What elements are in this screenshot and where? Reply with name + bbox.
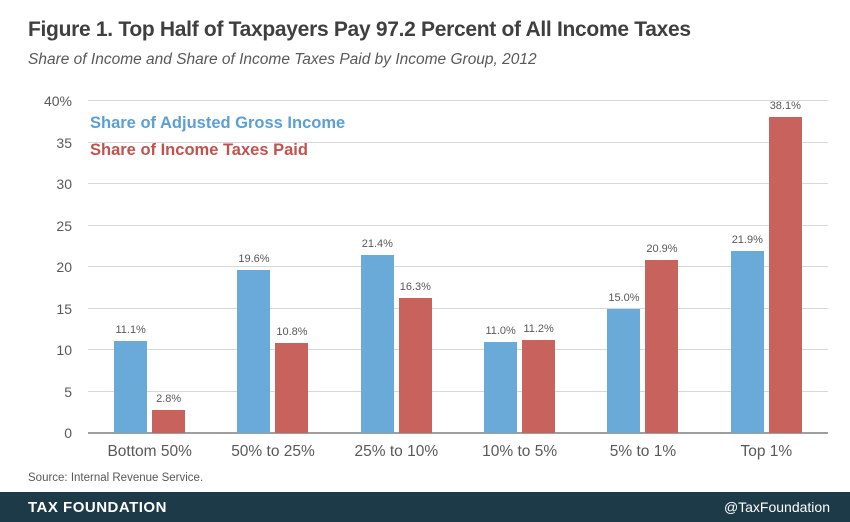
bar-value-label: 38.1% bbox=[769, 99, 801, 112]
bar-group bbox=[458, 101, 581, 433]
income-bar bbox=[237, 270, 270, 433]
x-axis-labels bbox=[88, 443, 828, 461]
x-category-label: Bottom 50% bbox=[107, 443, 192, 460]
x-category-label: 50% to 25% bbox=[231, 443, 315, 460]
source-note: Source: Internal Revenue Service. bbox=[28, 472, 204, 484]
taxes-bar bbox=[152, 410, 185, 433]
bar-group bbox=[581, 101, 704, 433]
income-bar-column bbox=[361, 238, 394, 433]
income-bar bbox=[484, 342, 517, 433]
income-bar-column bbox=[731, 234, 764, 433]
x-category-label: 5% to 1% bbox=[609, 443, 677, 460]
taxes-bar-column bbox=[769, 100, 802, 433]
bar-value-label: 11.1% bbox=[115, 323, 146, 336]
bar-value-label: 19.6% bbox=[238, 253, 270, 266]
income-bar-column bbox=[114, 324, 147, 433]
y-axis-tick-labels bbox=[0, 0, 72, 470]
bar-value-label: 10.8% bbox=[276, 326, 308, 339]
brand-wordmark: TAX FOUNDATION bbox=[28, 498, 167, 516]
income-bar bbox=[731, 251, 764, 433]
figure-subtitle: Share of Income and Share of Income Taxes Paid by Income Group, 2012 bbox=[28, 51, 537, 68]
taxes-bar bbox=[275, 343, 308, 433]
taxes-bar-column bbox=[522, 323, 555, 433]
legend-taxes-label: Share of Income Taxes Paid bbox=[90, 141, 308, 159]
taxes-bar bbox=[399, 298, 432, 433]
bar-value-label: 16.3% bbox=[399, 280, 431, 293]
bar-value-label: 21.9% bbox=[731, 234, 763, 247]
y-tick-label: 15 bbox=[56, 300, 72, 317]
taxes-bar-column bbox=[275, 326, 308, 433]
bar-value-label: 21.4% bbox=[361, 238, 393, 251]
y-tick-label: 35 bbox=[56, 134, 72, 151]
y-tick-label: 20 bbox=[56, 259, 72, 275]
y-tick-label: 10 bbox=[56, 342, 72, 358]
income-bar-column bbox=[607, 292, 640, 434]
income-bar bbox=[361, 255, 394, 433]
x-category-label: 25% to 10% bbox=[354, 443, 439, 460]
income-bar-column bbox=[484, 325, 517, 433]
taxes-bar-column bbox=[645, 243, 678, 433]
bar-value-label: 20.9% bbox=[646, 242, 678, 255]
footer-bar bbox=[0, 492, 850, 522]
bar-value-label: 15.0% bbox=[608, 291, 640, 304]
bar-group bbox=[705, 101, 828, 433]
legend-income-label: Share of Adjusted Gross Income bbox=[90, 114, 346, 132]
taxes-bar-column bbox=[399, 281, 432, 433]
bar-value-label: 11.0% bbox=[485, 324, 516, 337]
bar-value-label: 2.8% bbox=[156, 392, 182, 405]
taxes-bar bbox=[522, 340, 555, 433]
income-bar bbox=[607, 309, 640, 434]
twitter-handle: @TaxFoundation bbox=[723, 499, 830, 515]
bar-value-label: 11.2% bbox=[523, 323, 554, 336]
income-bar-column bbox=[237, 253, 270, 433]
taxes-bar bbox=[645, 260, 678, 433]
taxes-bar-column bbox=[152, 393, 185, 433]
figure-title: Figure 1. Top Half of Taxpayers Pay 97.2 Percent of All Income Taxes bbox=[28, 18, 691, 41]
x-category-label: Top 1% bbox=[740, 443, 793, 460]
y-tick-label: 5 bbox=[64, 383, 72, 400]
taxes-bar bbox=[769, 117, 802, 433]
bar-group bbox=[335, 101, 458, 433]
plot-area bbox=[88, 101, 828, 433]
chart-legend bbox=[90, 114, 345, 160]
y-tick-label: 0 bbox=[64, 425, 72, 441]
income-bar bbox=[114, 341, 147, 433]
y-tick-label: 30 bbox=[56, 176, 72, 192]
x-category-label: 10% to 5% bbox=[482, 443, 558, 460]
y-tick-label: 25 bbox=[56, 217, 72, 234]
y-tick-label: 40% bbox=[43, 93, 72, 109]
